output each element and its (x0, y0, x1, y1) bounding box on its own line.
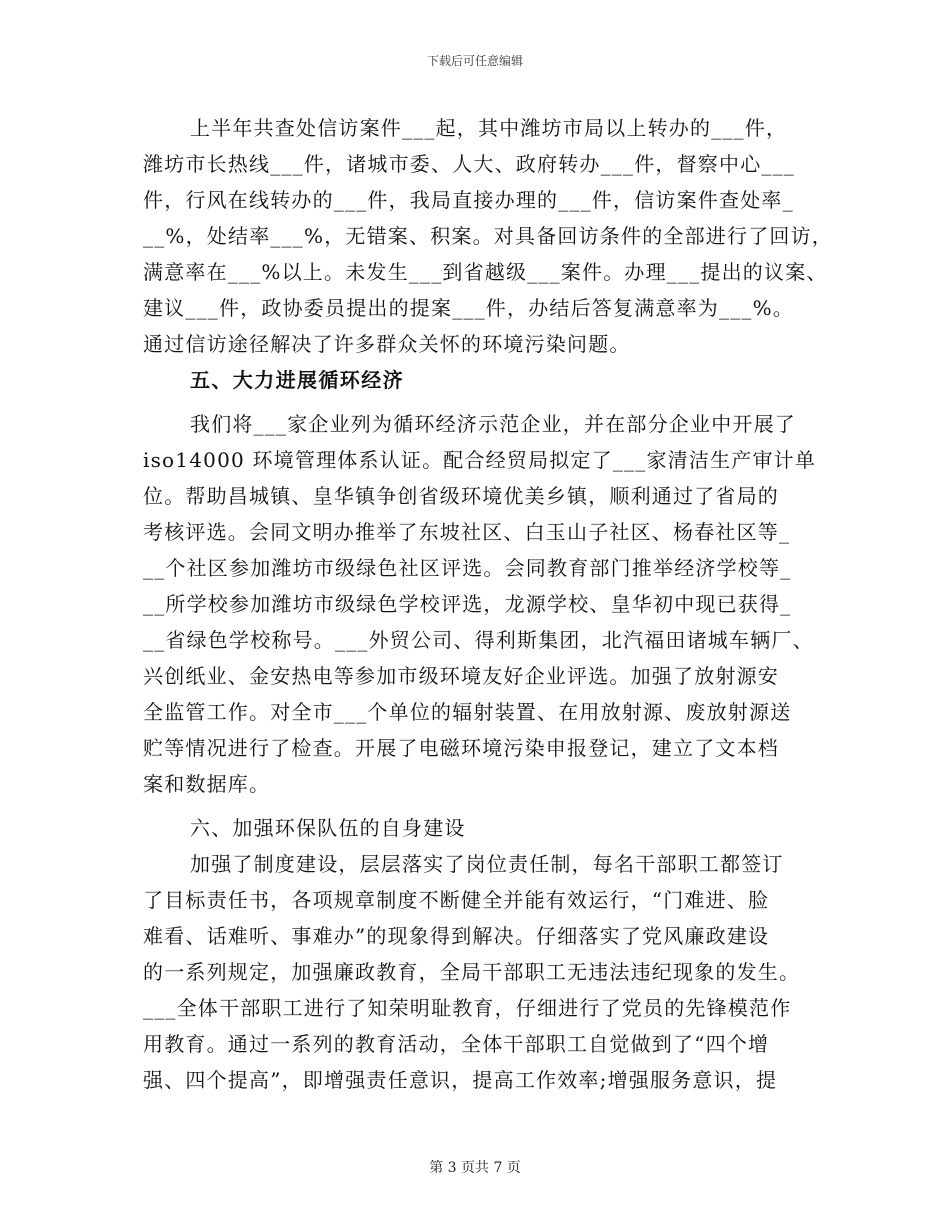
paragraph-line: 件，行风在线转办的___件，我局直接办理的___件，信访案件查处率_ (143, 188, 794, 212)
paragraph-line: __省绿色学校称号。___外贸公司、得利斯集团，北汽福田诸城车辆厂、 (143, 628, 814, 652)
paragraph-line: 用教育。通过一系列的教育活动，全体干部职工自觉做到了“四个增 (143, 1032, 770, 1056)
paragraph-line: __%，处结率___%，无错案、积案。对具备回访条件的全部进行了回访， (143, 224, 834, 248)
paragraph-line: 强、四个提高”，即增强责任意识，提高工作效率;增强服务意识，提 (143, 1068, 778, 1092)
section-heading-five: 五、大力进展循环经济 (190, 368, 404, 392)
paragraph-line: 了目标责任书，各项规章制度不断健全并能有效运行，“门难进、脸 (143, 888, 770, 912)
paragraph-line: 六、加强环保队伍的自身建设 (190, 816, 466, 840)
paragraph-line: __个社区参加潍坊市级绿色社区评选。会同教育部门推举经济学校等_ (143, 556, 792, 580)
page-header: 下载后可任意编辑 (426, 54, 523, 68)
paragraph-line: __所学校参加潍坊市级绿色学校评选，龙源学校、皇华初中现已获得_ (143, 592, 792, 616)
paragraph-line: 的一系列规定，加强廉政教育，全局干部职工无违法违纪现象的发生。 (143, 960, 801, 984)
paragraph-line: 贮等情况进行了检查。开展了电磁环境污染申报登记，建立了文本档 (143, 736, 779, 760)
paragraph-line: ___全体干部职工进行了知荣明耻教育，仔细进行了党员的先锋模范作 (143, 996, 792, 1020)
paragraph-line: 潍坊市长热线___件，诸城市委、人大、政府转办___件，督察中心___ (143, 152, 795, 176)
paragraph-line: 案和数据库。 (143, 772, 271, 796)
paragraph-line: iso14000 环境管理体系认证。配合经贸局拟定了___家清洁生产审计单 (143, 448, 817, 472)
paragraph-line: 满意率在___%以上。未发生___到省越级___案件。办理___提出的议案、 (143, 260, 828, 284)
paragraph-line: 通过信访途径解决了许多群众关怀的环境污染问题。 (143, 332, 631, 356)
paragraph-line: 上半年共查处信访案件___起，其中潍坊市局以上转办的___件， (190, 116, 788, 140)
paragraph-line: 考核评选。会同文明办推举了东坡社区、白玉山子社区、杨春社区等_ (143, 520, 791, 544)
paragraph-line: 兴创纸业、金安热电等参加市级环境友好企业评选。加强了放射源安 (143, 664, 779, 688)
paragraph-line: 我们将___家企业列为循环经济示范企业，并在部分企业中开展了 (190, 412, 796, 436)
paragraph-line: 全监管工作。对全市___个单位的辐射装置、在用放射源、废放射源送 (143, 700, 792, 724)
paragraph-line: 难看、话难听、事难办”的现象得到解决。仔细落实了党风廉政建设 (143, 924, 770, 948)
paragraph-line: 位。帮助昌城镇、皇华镇争创省级环境优美乡镇，顺利通过了省局的 (143, 484, 779, 508)
page-footer: 第 3 页共 7 页 (429, 1160, 521, 1176)
paragraph-line: 建议___件，政协委员提出的提案___件，办结后答复满意率为___%。 (143, 296, 795, 320)
paragraph-line: 加强了制度建设，层层落实了岗位责任制，每名干部职工都签订 (190, 852, 784, 876)
